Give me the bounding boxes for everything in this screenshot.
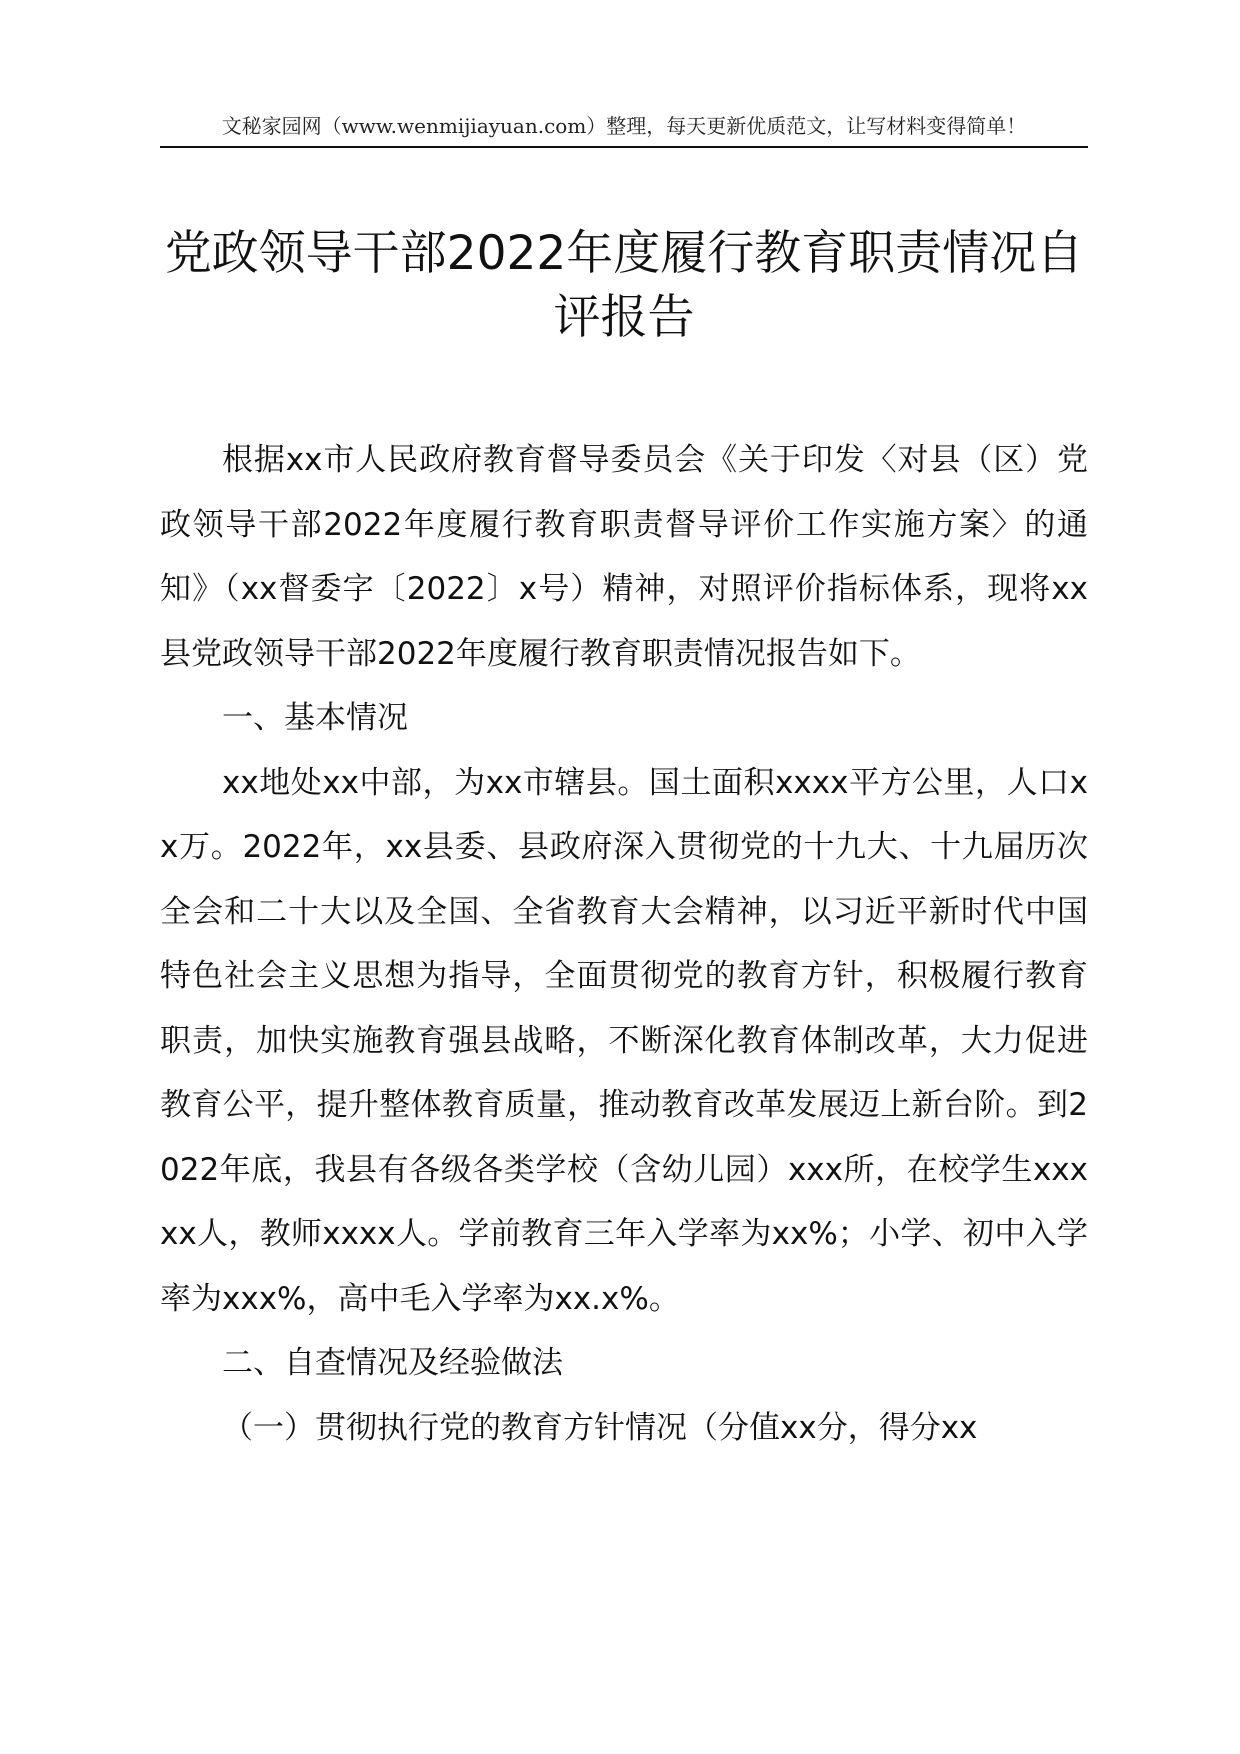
document-title: 党政领导干部2022年度履行教育职责情况自评报告	[164, 226, 1084, 345]
document-body	[160, 428, 1088, 1460]
page-header: 文秘家园网（www.wenmijiayuan.com）整理，每天更新优质范文，让写材料变得简单！	[221, 114, 1027, 138]
section-heading-basic-info: 一、基本情况	[222, 700, 408, 736]
header-divider	[160, 146, 1088, 148]
subsection-heading-1: （一）贯彻执行党的教育方针情况（分值xx分，得分xx	[222, 1409, 978, 1446]
intro-paragraph: 根据xx市人民政府教育督导委员会《关于印发〈对县（区）党政领导干部2022年度履行教育职责督导评价工作实施方案〉的通知》（xx督委字〔2022〕x号）精神，对照评价指标体系，现将xx县党政领导干部2022年度履行教育职责情况报告如下。	[160, 442, 1088, 672]
section-heading-self-check: 二、自查情况及经验做法	[222, 1345, 563, 1381]
basic-info-paragraph: xx地处xx中部，为xx市辖县。国土面积xxxx平方公里，人口xx万。2022年，xx县委、县政府深入贯彻党的十九大、十九届历次全会和二十大以及全国、全省教育大会精神，以习近平新时代中国特色社会主义思想为指导，全面贯彻党的教育方针，积极履行教育职责，加快实施教育强县战略，不断深化教育体制改革，大力促进教育公平，提升整体教育质量，推动教育改革发展迈上新台阶。到2022年底，我县有各级各类学校（含幼儿园）xxx所，在校学生xxxxx人，教师xxxx人。学前教育三年入学率为xx%；小学、初中入学率为xxx%，高中毛入学率为xx.x%。	[160, 764, 1088, 1317]
